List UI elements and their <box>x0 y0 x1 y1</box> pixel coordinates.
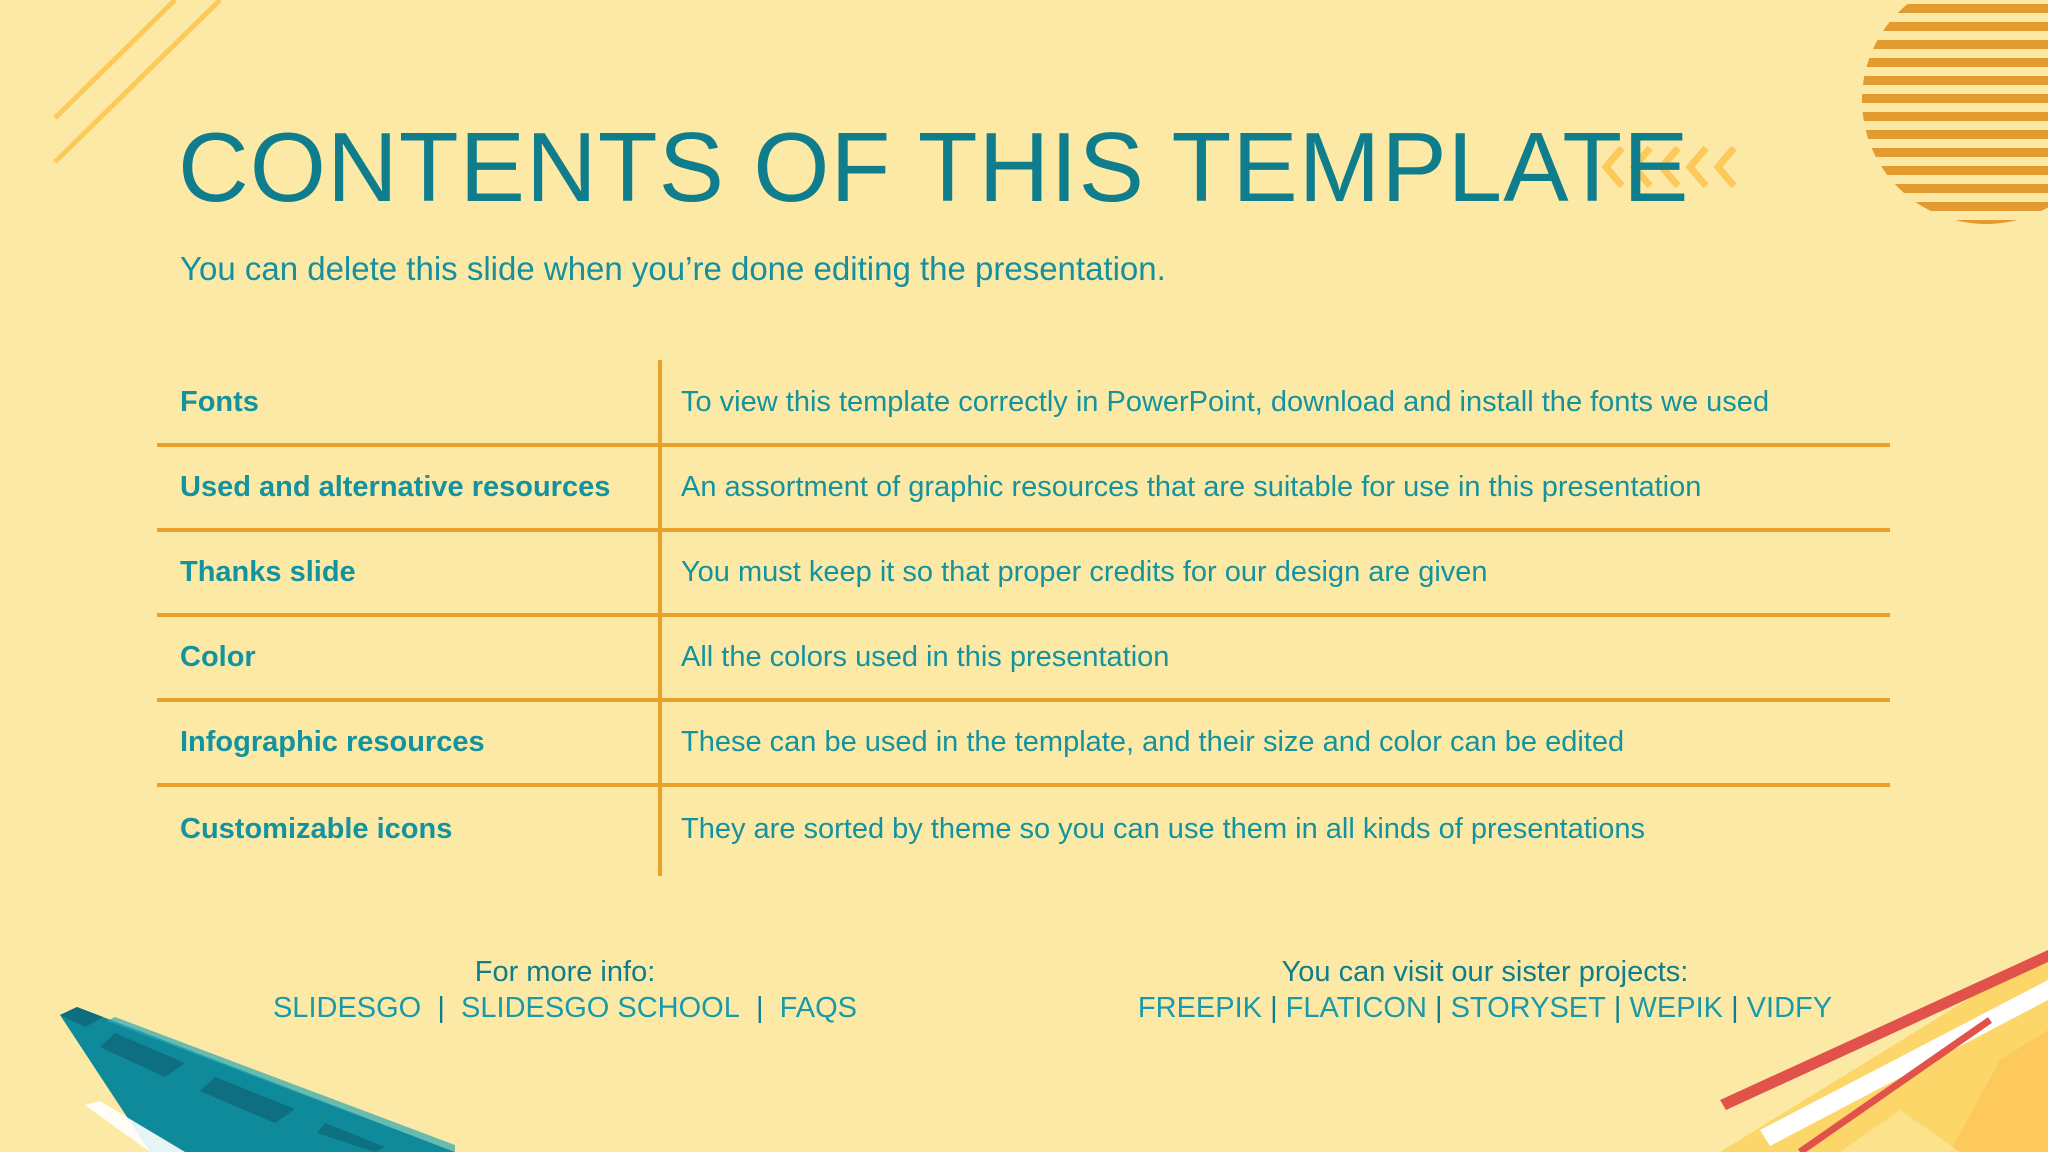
link-slidesgo[interactable]: SLIDESGO <box>272 992 422 1024</box>
link-freepik[interactable]: FREEPIK <box>1137 992 1262 1024</box>
row-title: Color <box>180 641 256 673</box>
table-row <box>157 532 1890 617</box>
link-separator: | <box>437 992 445 1024</box>
sister-projects-label: You can visit our sister projects: <box>1281 956 1689 988</box>
more-info-label: For more info: <box>474 956 656 988</box>
contents-table <box>157 362 1890 872</box>
link-separator: | <box>755 992 764 1024</box>
row-title: Used and alternative resources <box>180 471 611 503</box>
striped-circle-decoration <box>1846 0 2048 226</box>
page-title: CONTENTS OF THIS TEMPLATE <box>178 112 1690 222</box>
ruler-decoration-right <box>1700 950 2048 1152</box>
link-faqs[interactable]: FAQS <box>779 992 858 1024</box>
row-description: They are sorted by theme so you can use them in all kinds of presentations <box>681 813 1645 845</box>
link-storyset[interactable]: STORYSET <box>1450 992 1606 1024</box>
row-title: Customizable icons <box>180 813 453 845</box>
ruler-decoration-left <box>55 1005 455 1152</box>
link-separator: | <box>1270 992 1278 1024</box>
link-wepik[interactable]: WEPIK <box>1629 992 1723 1024</box>
row-description: To view this template correctly in PowerPoint, download and install the fonts we used <box>681 386 1770 418</box>
link-flaticon[interactable]: FLATICON <box>1285 992 1427 1024</box>
row-title: Fonts <box>180 386 259 418</box>
link-slidesgo-school[interactable]: SLIDESGO SCHOOL <box>461 992 740 1024</box>
table-row <box>157 702 1890 787</box>
row-description: These can be used in the template, and their size and color can be edited <box>681 726 1625 758</box>
row-title: Infographic resources <box>180 726 485 758</box>
row-description: An assortment of graphic resources that are suitable for use in this presentation <box>681 471 1702 503</box>
table-row <box>157 787 1890 872</box>
row-title: Thanks slide <box>180 556 356 588</box>
row-description: You must keep it so that proper credits for our design are given <box>681 556 1488 588</box>
link-separator: | <box>1731 992 1739 1024</box>
table-row <box>157 362 1890 447</box>
page-subtitle: You can delete this slide when you’re done editing the presentation. <box>180 250 1166 287</box>
row-description: All the colors used in this presentation <box>681 641 1170 673</box>
link-vidfy[interactable]: VIDFY <box>1746 992 1833 1024</box>
link-separator: | <box>1613 992 1622 1024</box>
table-row <box>157 447 1890 532</box>
link-separator: | <box>1434 992 1443 1024</box>
table-row <box>157 617 1890 702</box>
